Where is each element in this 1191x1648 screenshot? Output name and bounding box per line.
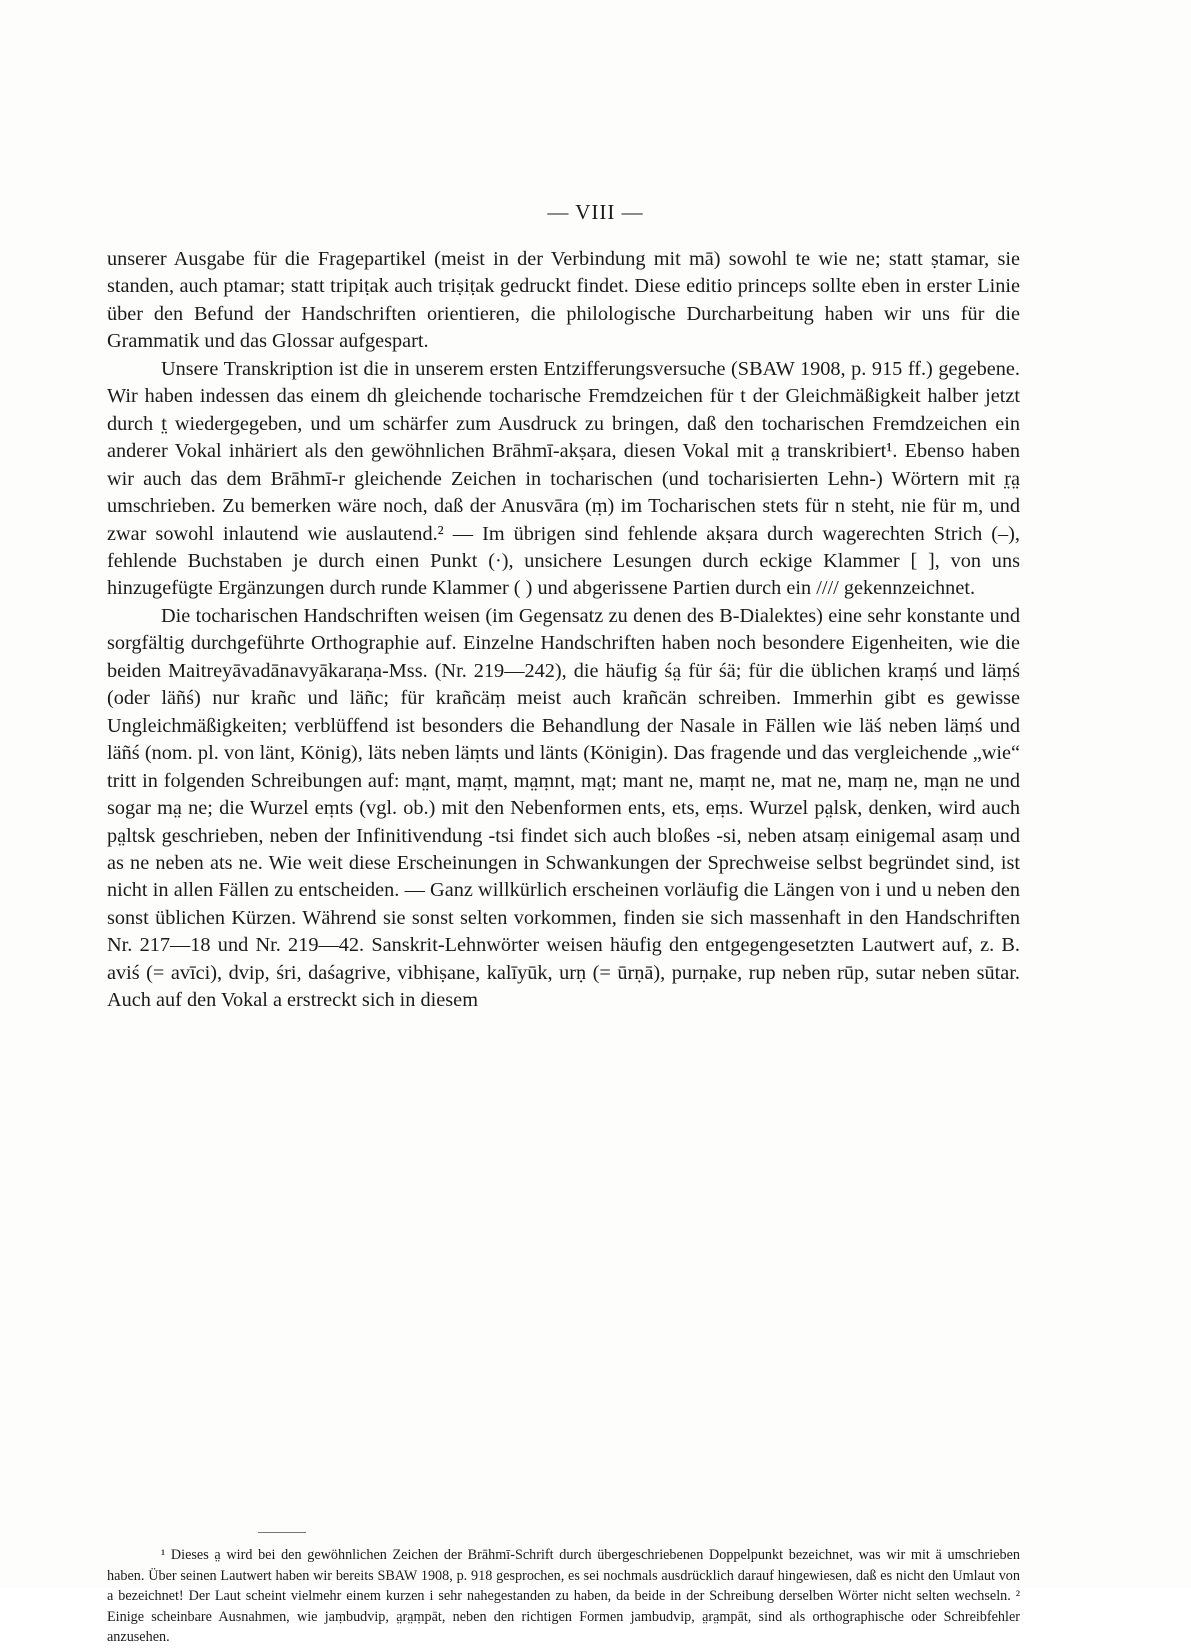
paragraph-3: Die tocharischen Handschriften weisen (im Gegensatz zu denen des B-Dialektes) eine sehr konstante und sorgfältig durchgeführte Orthographie auf. Einzelne Handschriften haben noch besondere Eigenheiten, wie die beiden Maitreyāvadānavyākaraṇa-Mss. (Nr. 219—242), die häufig śa̤ für śä; für die üblichen kraṃś und läṃś (oder läñś) nur krañc und läñc; für krañcäṃ meist auch krañcän schreiben. Immerhin gibt es gewisse Ungleichmäßigkeiten; verblüffend ist besonders die Behandlung der Nasale in Fällen wie läś neben läṃś und läñś (nom. pl. von länt, König), läts neben läṃts und länts (Königin). Das fragende und das vergleichende „wie“ tritt in folgenden Schreibungen auf: ma̤nt, ma̤ṃt, ma̤ṃnt, ma̤t; mant ne, maṃt ne, mat ne, maṃ ne, ma̤n ne und sogar ma̤ ne; die Wurzel eṃts (vgl. ob.) mit den Nebenformen ents, ets, eṃs. Wurzel pa̤lsk, denken, wird auch pa̤ltsk geschrieben, neben der Infinitivendung -tsi findet sich auch bloßes -si, neben atsaṃ einigemal asaṃ und as ne neben ats ne. Wie weit diese Erscheinungen in Schwankungen der Sprechweise selbst begründet sind, ist nicht in allen Fällen zu entscheiden. — Ganz willkürlich erscheinen vorläufig die Längen von i und u neben den sonst üblichen Kürzen. Während sie sonst selten vorkommen, finden sie sich massenhaft in den Handschriften Nr. 217—18 und Nr. 219—42. Sanskrit-Lehnwörter weisen häufig den entgegengesetzten Lautwert auf, z. B. aviś (= avīci), dvip, śri, daśagrive, vibhiṣane, kalīyūk, urṇ (= ūrṇā), purṇake, rup neben rūp, sutar neben sūtar. Auch auf den Vokal a erstreckt sich in diesem [107,604,1020,1012]
main-text [107,246,1020,1015]
page-number: — VIII — [547,200,644,224]
footnote-separator [258,1532,306,1533]
paragraph-2: Unsere Transkription ist die in unserem ersten Entzifferungsversuche (SBAW 1908, p. 915 ff.) gegebene. Wir haben indessen das einem dh gleichende tocharische Fremdzeichen für t der Gleichmäßigkeit halber jetzt durch t̤ wiedergegeben, und um schärfer zum Ausdruck zu bringen, daß den tocharischen Fremdzeichen ein anderer Vokal inhäriert als den gewöhnlichen Brāhmī-akṣara, diesen Vokal mit a̤ transkribiert¹. Ebenso haben wir auch das dem Brāhmī-r gleichende Zeichen in tocharischen (und tocharisierten Lehn-) Wörtern mit r̤a̤ umschrieben. Zu bemerken wäre noch, daß der Anusvāra (ṃ) im Tocharischen stets für n steht, nie für m, und zwar sowohl inlautend wie auslautend.² — Im übrigen sind fehlende akṣara durch wagerechten Strich (–), fehlende Buchstaben je durch einen Punkt (·), unsichere Lesungen durch eckige Klammer [ ], von uns hinzugefügte Ergänzungen durch runde Klammer ( ) und abgerissene Partien durch ein //// gekennzeichnet. [107,357,1020,600]
paragraph-1: unserer Ausgabe für die Fragepartikel (meist in der Verbindung mit mā) sowohl te wie ne; statt ṣtamar, sie standen, auch ptamar; statt tripiṭak auch triṣiṭak gedruckt findet. Diese editio princeps sollte eben in erster Linie über den Befund der Handschriften orientieren, die philologische Durcharbeitung haben wir uns für die Grammatik und das Glossar aufgespart. [107,248,1020,353]
footnotes [107,1545,1020,1648]
footnote-text: ¹ Dieses a̤ wird bei den gewöhnlichen Zeichen der Brāhmī-Schrift durch übergeschriebenen Doppelpunkt bezeichnet, was wir mit ä umschrieben haben. Über seinen Lautwert haben wir bereits SBAW 1908, p. 918 gesprochen, es sei nochmals ausdrücklich darauf hingewiesen, daß es nicht den Umlaut von a bezeichnet! Der Laut scheint vielmehr einem kurzen i sehr nahegestanden zu haben, da beide in der Schreibung derselben Wörter nicht selten wechseln. ² Einige scheinbare Ausnahmen, wie jaṃbudvip, a̤ra̤ṃpāt, neben den richtigen Formen jambudvip, a̤ra̤mpāt, sind als orthographische oder Schreibfehler anzusehen. [107,1547,1020,1645]
